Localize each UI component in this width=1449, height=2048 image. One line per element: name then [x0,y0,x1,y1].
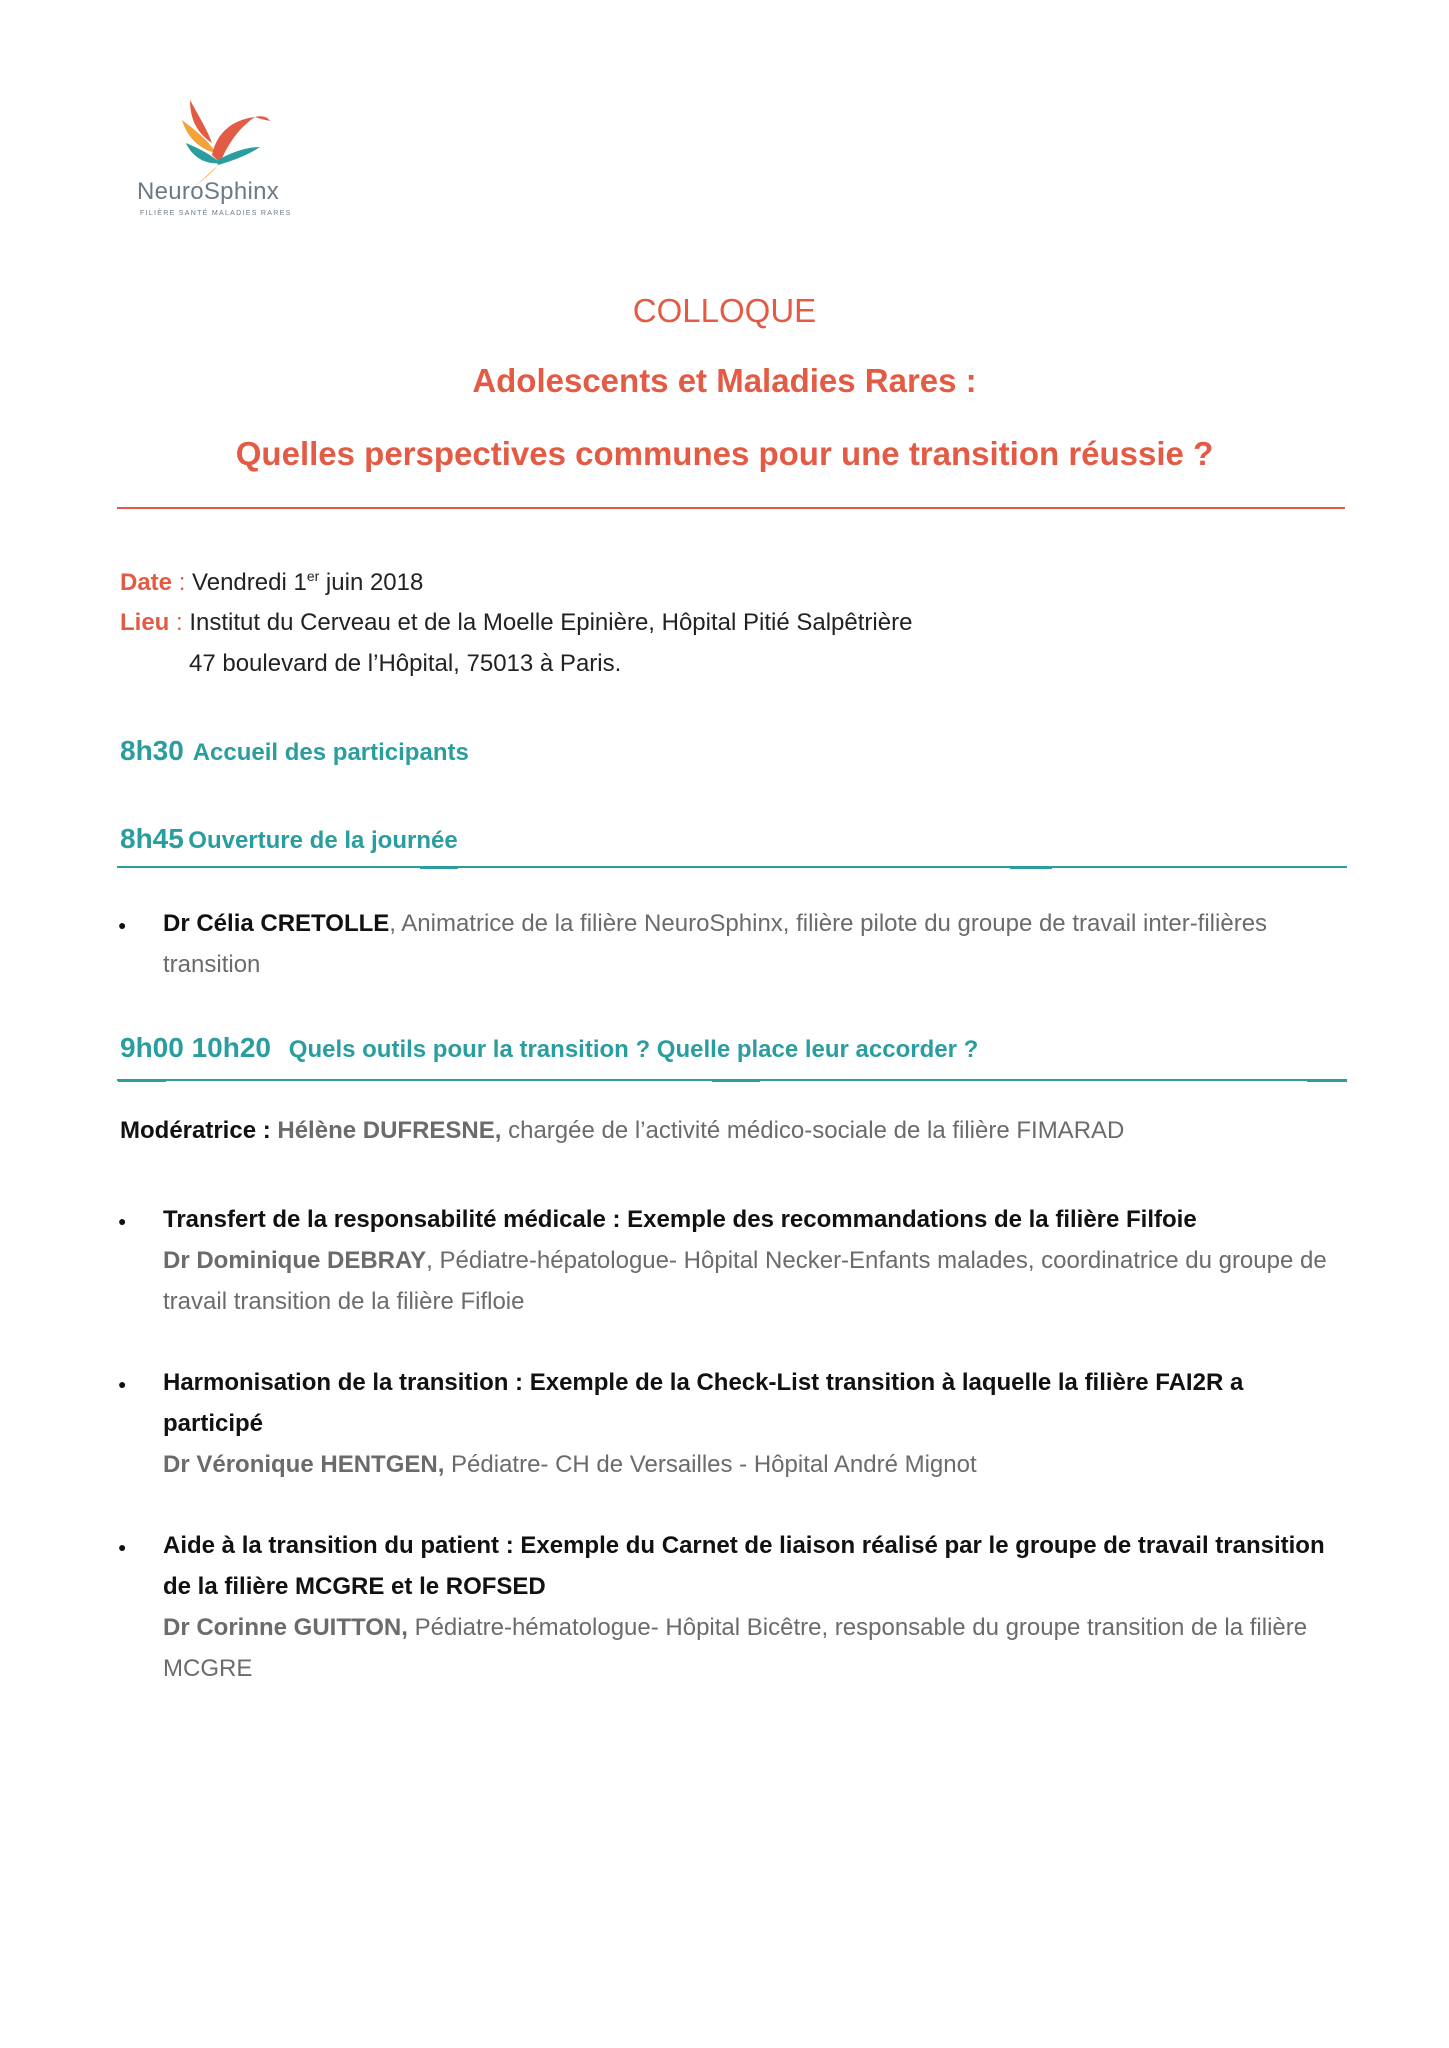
colloque-kicker: COLLOQUE [632,292,817,329]
schedule-time: 9h00 10h20 [120,1032,271,1063]
divider-tick [118,1079,166,1082]
divider-tick [1010,866,1052,869]
bullet-icon: ● [118,1376,127,1392]
opening-speaker: Dr Célia CRETOLLE, Animatrice de la filière NeuroSphinx, filière pilote du groupe de travail inter-filières transition [163,910,1268,978]
bullet-icon: ● [118,1539,127,1555]
divider-tick [712,1079,760,1082]
talk-speaker: Dr Véronique HENTGEN, [163,1451,445,1478]
talk-heading: Transfert de la responsabilité médicale : Exemple des recommandations de la filière Filfoie [163,1206,1197,1233]
talk-heading: Aide à la transition du patient : Exemple du Carnet de liaison réalisé par le groupe de travail transition de la filière MCGRE et le ROFSED [163,1532,1325,1600]
schedule-label: Accueil des participants [192,739,469,766]
page-title: Adolescents et Maladies Rares : [472,362,977,399]
title-divider [117,507,1345,509]
moderator-line: Modératrice : Hélène DUFRESNE, chargée de l’activité médico-sociale de la filière FIMARAD [120,1117,1125,1144]
moderator-name: Hélène DUFRESNE, [277,1117,502,1144]
divider-tick [420,866,458,869]
lieu-address: 47 boulevard de l’Hôpital, 75013 à Paris. [189,650,622,677]
schedule-time: 8h30 [120,735,184,766]
talk-speaker: Dr Dominique DEBRAY [163,1247,427,1274]
lieu-line: Lieu : Institut du Cerveau et de la Moelle Epinière, Hôpital Pitié Salpêtrière [120,609,913,636]
page-subtitle: Quelles perspectives communes pour une transition réussie ? [235,435,1214,472]
schedule-label: Ouverture de la journée [188,827,458,854]
schedule-time: 8h45 [120,823,184,854]
section-divider [117,866,1347,868]
logo-tagline: FILIÈRE SANTÉ MALADIES RARES [140,210,292,217]
bullet-icon: ● [118,1213,127,1229]
date-label: Date [120,569,173,596]
talk-item: Aide à la transition du patient : Exemple du Carnet de liaison réalisé par le groupe de travail transition de la filière MCGRE et le ROFSED Dr Corinne GUITTON, Pédiatre-hématologue- Hôpital Bicêtre, responsable du groupe transition de la filière MCGRE [163,1525,1343,1689]
schedule-label: Quels outils pour la transition ? Quelle place leur accorder ? [288,1036,979,1063]
logo-wordmark: NeuroSphinx [137,178,280,205]
lieu-label: Lieu [120,609,170,636]
lieu-value: Institut du Cerveau et de la Moelle Epinière, Hôpital Pitié Salpêtrière [189,609,913,636]
schedule-item-outils [120,1032,978,1064]
schedule-item-accueil [120,735,469,767]
schedule-item-ouverture [120,823,458,855]
bullet-icon: ● [118,917,127,933]
divider-tick [1307,1079,1347,1082]
moderator-label: Modératrice : [120,1117,271,1144]
date-value: Vendredi 1er juin 2018 [192,568,424,596]
date-line: Date : Vendredi 1er juin 2018 [120,568,424,596]
talk-item: Harmonisation de la transition : Exemple de la Check-List transition à laquelle la filière FAI2R a participé Dr Véronique HENTGEN, Pédiatre- CH de Versailles - Hôpital André Mignot [163,1362,1343,1485]
talk-item: Transfert de la responsabilité médicale : Exemple des recommandations de la filière Filfoie Dr Dominique DEBRAY, Pédiatre-hépatologue- Hôpital Necker-Enfants malades, coordinatrice du groupe de travail transition de la filière Fifloie [163,1199,1343,1322]
talk-speaker: Dr Corinne GUITTON, [163,1614,408,1641]
talk-heading: Harmonisation de la transition : Exemple de la Check-List transition à laquelle la filière FAI2R a participé [163,1369,1244,1437]
